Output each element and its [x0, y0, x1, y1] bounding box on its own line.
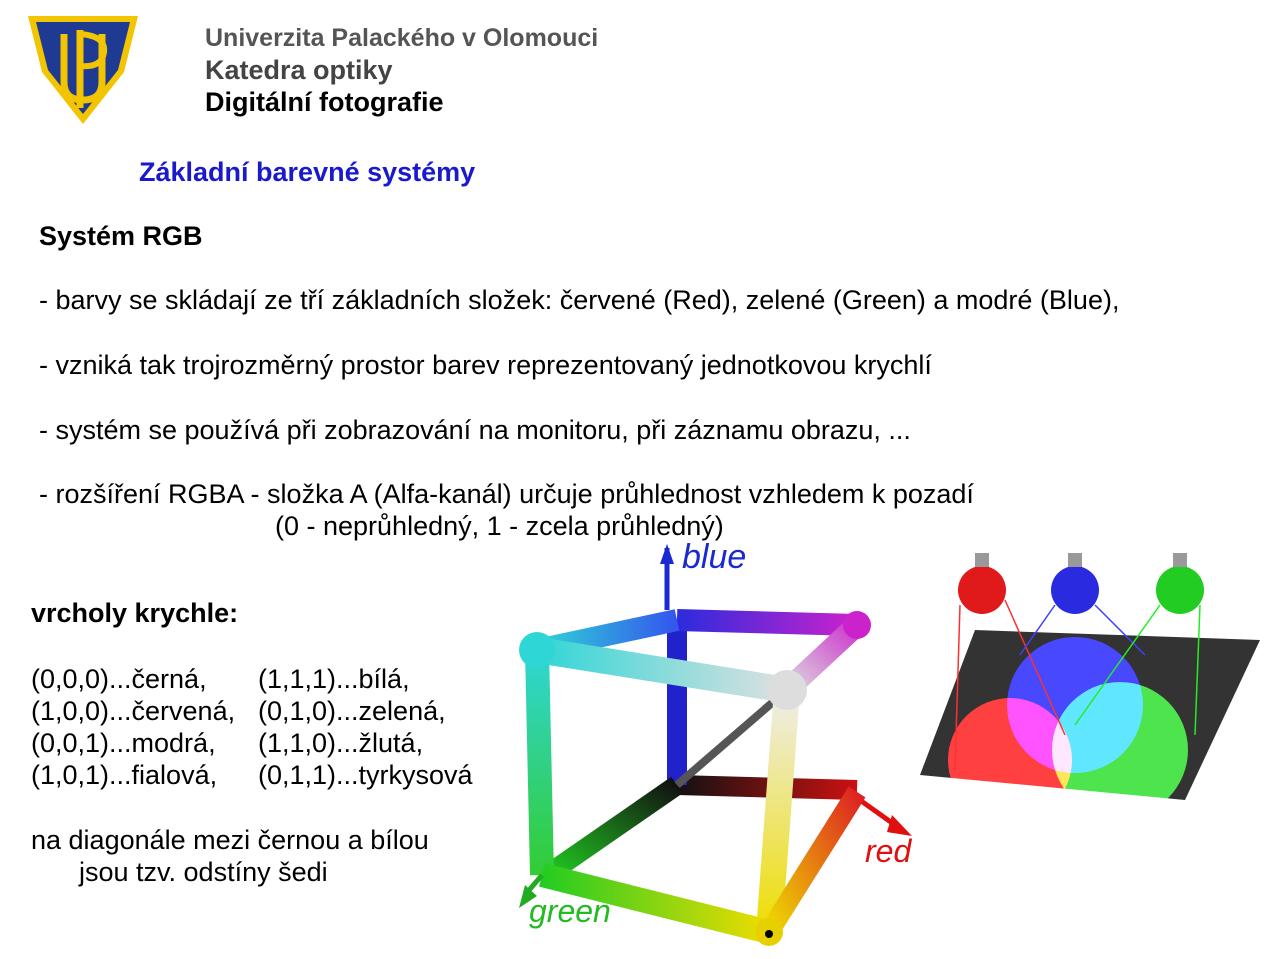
university-logo [24, 12, 142, 127]
blue-bulb-icon [1051, 553, 1099, 614]
red-bulb-icon [958, 553, 1006, 614]
vertices-title: vrcholy krychle: [31, 598, 239, 628]
axis-label-blue: blue [682, 540, 747, 576]
department-name: Katedra optiky [205, 55, 393, 85]
diagonal-note-cont: jsou tzv. odstíny šedi [79, 857, 328, 887]
university-name: Univerzita Palackého v Olomouci [205, 24, 599, 52]
green-bulb-icon [1156, 553, 1204, 614]
rgb-cube-diagram [497, 540, 927, 959]
slide-title: Základní barevné systémy [139, 157, 476, 187]
bullet-item: - rozšíření RGBA - složka A (Alfa-kanál) určuje průhlednost vzhledem k pozadí [39, 479, 974, 509]
bullet-item: - systém se používá při zobrazování na monitoru, při záznamu obrazu, ... [39, 415, 911, 445]
diagonal-note: na diagonále mezi černou a bílou [31, 825, 429, 855]
rgba-note: (0 - neprůhledný, 1 - zcela průhledný) [275, 511, 724, 541]
rgb-light-venn-diagram [915, 545, 1265, 815]
bullet-item: - vzniká tak trojrozměrný prostor barev reprezentovaný jednotkovou krychlí [39, 350, 932, 380]
bullet-item: - barvy se skládají ze tří základních složek: červené (Red), zelené (Green) a modré (Blue), [39, 285, 1120, 315]
vertex-entry: (1,1,0)...žlutá, [258, 728, 424, 758]
vertex-entry: (0,1,0)...zelená, [258, 696, 446, 726]
axis-label-green: green [529, 893, 611, 929]
vertex-entry: (1,0,0)...červená, [31, 696, 236, 726]
vertex-entry: (0,0,0)...černá, [31, 664, 207, 694]
vertex-entry: (1,0,1)...fialová, [31, 760, 218, 790]
vertex-entry: (0,0,1)...modrá, [31, 728, 216, 758]
vertex-entry: (0,1,1)...tyrkysová [258, 760, 473, 790]
axis-label-red: red [865, 833, 912, 869]
section-title: Systém RGB [39, 221, 203, 251]
vertex-entry: (1,1,1)...bílá, [258, 664, 410, 694]
course-name: Digitální fotografie [205, 87, 444, 117]
